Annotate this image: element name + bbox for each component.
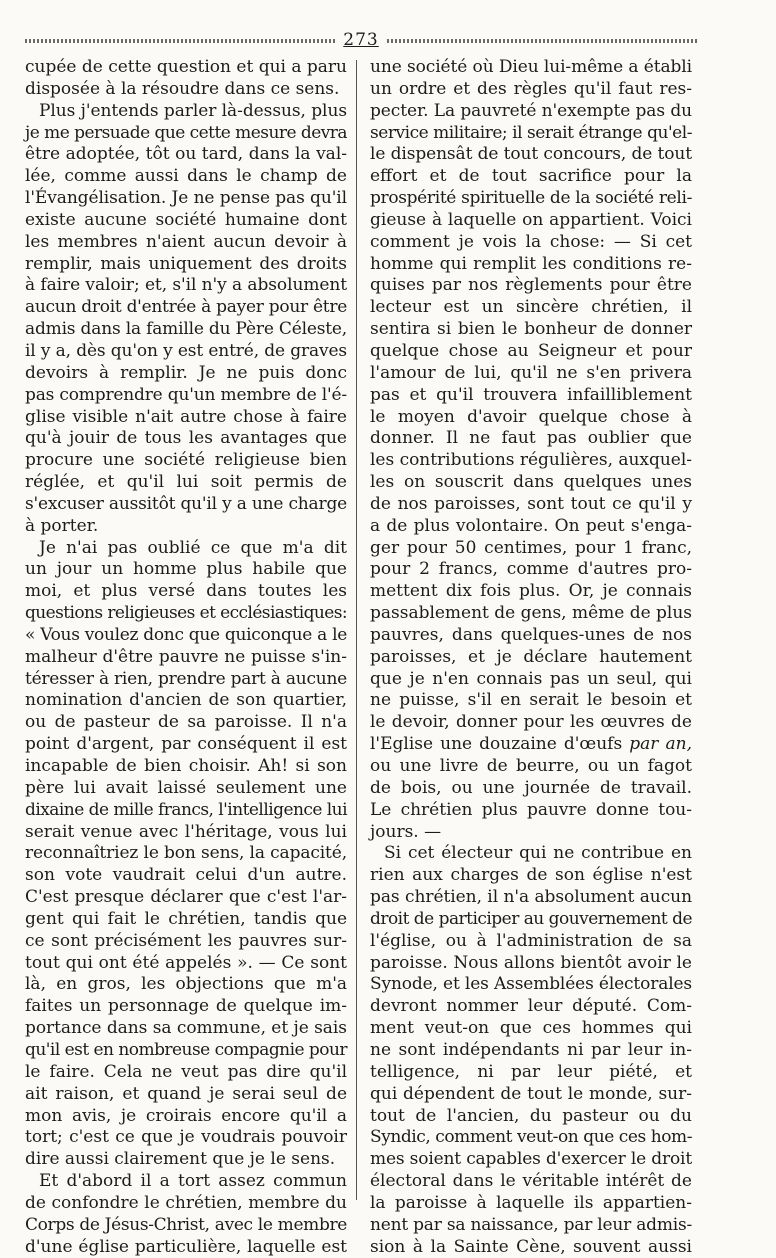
text-line-content: Le chrétien plus pauvre donne tou- [370, 799, 692, 820]
text-line-content: Je n'ai pas oublié ce que m'a dit [39, 537, 347, 558]
text-line [370, 996, 692, 1018]
text-line-content: les on souscrit dans quelques unes [370, 472, 692, 493]
text-line [370, 843, 692, 865]
text-line-content: une société où Dieu lui-même a établi [370, 57, 692, 77]
text-line [25, 669, 347, 691]
text-line [25, 1106, 347, 1128]
text-line [25, 647, 347, 669]
text-line-content: ait raison, et quand je serai seul de [25, 1083, 347, 1104]
text-line-content: sion à la Sainte Cène, souvent aussi [370, 1236, 692, 1257]
text-line [370, 1149, 692, 1171]
text-line-content: serait venue avec l'héritage, vous lui [25, 821, 347, 842]
text-line [25, 1193, 347, 1215]
text-line [25, 1127, 347, 1149]
text-line [25, 232, 347, 254]
text-line-content: l'Eglise une douzaine d'œufs [370, 734, 630, 755]
text-line [370, 79, 692, 101]
text-line-content: existe aucune société humaine dont [25, 209, 347, 230]
text-line [25, 953, 347, 975]
text-line [370, 516, 692, 538]
text-line-content: le moyen d'avoir quelque chose à [370, 406, 692, 427]
text-line-content: incapable de bien choisir. Ah! si son [25, 756, 347, 776]
text-line [25, 101, 347, 123]
text-line-content: réglée, et qu'il lui soit permis de [25, 472, 347, 493]
text-line [370, 1127, 692, 1149]
text-line [25, 79, 347, 101]
text-line-content: la paroisse à laquelle ils appartien- [370, 1192, 692, 1213]
italic-text: par an, [629, 734, 692, 755]
text-line-content: le faire. Cela ne veut pas dire qu'il [25, 1061, 347, 1082]
text-line-content: le dispensât de tout concours, de tout [370, 144, 692, 165]
text-line [370, 1040, 692, 1062]
text-line [25, 822, 347, 844]
text-line [25, 210, 347, 232]
text-line-content: droit de participer au gouvernement de [370, 908, 692, 929]
text-line [370, 887, 692, 909]
text-line-content: tout de l'ancien, du pasteur ou du [370, 1105, 692, 1126]
text-line [370, 1084, 692, 1106]
header-rule-right [387, 39, 697, 43]
text-line-content: pas et qu'il trouvera infailliblement [370, 384, 692, 405]
text-line [25, 1171, 347, 1193]
text-line-content: lée, comme aussi dans le champ de [25, 166, 347, 187]
text-line [370, 712, 692, 734]
text-line-content: ger pour 50 centimes, pour 1 franc, [370, 537, 692, 558]
text-line-content: service militaire; il serait étrange qu'el- [370, 122, 692, 143]
text-line-content: gieuse à laquelle on appartient. Voici [370, 209, 692, 230]
text-line-content: à faire valoir; et, s'il n'y a absolument [25, 275, 347, 296]
text-line [25, 909, 347, 931]
text-line-content: de confondre le chrétien, membre du [25, 1192, 347, 1213]
text-line-content: qui dépendent de tout le monde, sur- [370, 1083, 692, 1104]
text-line-content: ce sont précisément les pauvres sur- [25, 930, 347, 951]
text-line [370, 800, 692, 822]
text-line-content: devront nommer leur député. Com- [370, 996, 692, 1017]
text-line [25, 974, 347, 996]
text-line [370, 669, 692, 691]
text-line-content: paroisses, et je déclare hautement [370, 646, 692, 667]
text-line-content: prospérité spirituelle de la société reli- [370, 188, 692, 209]
text-line [25, 625, 347, 647]
text-line [370, 57, 692, 79]
text-line [25, 1149, 347, 1171]
text-line [370, 123, 692, 145]
text-line-content: admis dans la famille du Père Céleste, [25, 319, 347, 340]
text-line [370, 494, 692, 516]
text-line [370, 341, 692, 363]
text-line [25, 123, 347, 145]
text-line-content: mettent dix fois plus. Or, je connais [370, 581, 692, 602]
text-line-content: Syndic, comment veut-on que ces hom- [370, 1127, 692, 1148]
text-line [370, 690, 692, 712]
text-line [25, 1084, 347, 1106]
text-line [25, 756, 347, 778]
text-line [370, 275, 692, 297]
column-divider [356, 60, 357, 1200]
text-line-content: pas comprendre qu'un membre de l'é- [25, 384, 347, 405]
text-line [25, 734, 347, 756]
text-line-content: qu'à jouir de tous les avantages que [25, 428, 347, 449]
text-line-content: pauvres, dans quelques-unes de nos [370, 624, 692, 645]
text-line [370, 254, 692, 276]
left-column [25, 57, 347, 1258]
text-line [25, 1040, 347, 1062]
text-line-content: rien aux charges de son église n'est [370, 865, 692, 886]
text-line [25, 363, 347, 385]
text-line [25, 800, 347, 822]
text-line [25, 603, 347, 625]
text-line [25, 516, 347, 538]
text-line-content: disposée à la résoudre dans ce sens. [25, 78, 340, 99]
text-line [25, 494, 347, 516]
text-line [25, 1018, 347, 1040]
text-line [25, 1237, 347, 1258]
text-line [25, 865, 347, 887]
text-line [370, 603, 692, 625]
text-line-content: pas chrétien, il n'a absolument aucun [370, 887, 692, 908]
text-line-content: tout qui ont été appelés ». — Ce sont [25, 952, 347, 973]
text-line-content: dixaine de mille francs, l'intelligence lui [25, 799, 347, 820]
text-line-content: jours. — [370, 821, 442, 842]
text-line-content: ne puisse, s'il en serait le besoin et [370, 690, 692, 711]
text-line-content: « Vous voulez donc que quiconque a le [25, 624, 347, 645]
text-line-content: s'excuser aussitôt qu'il y a une charge [25, 493, 347, 514]
text-line-content: de nos paroisses, sont tout ce qu'il y [370, 493, 692, 514]
text-line [370, 756, 692, 778]
text-line [370, 166, 692, 188]
text-line [370, 625, 692, 647]
text-line-content: pecter. La pauvreté n'exempte pas du [370, 100, 692, 121]
text-line-content: nent par sa naissance, par leur admis- [370, 1214, 692, 1235]
text-line [25, 843, 347, 865]
text-line [370, 319, 692, 341]
text-line [370, 1237, 692, 1258]
text-line [370, 144, 692, 166]
text-line [370, 778, 692, 800]
text-line [370, 1106, 692, 1128]
text-line [25, 450, 347, 472]
text-line [370, 450, 692, 472]
page-number: 273 [343, 30, 379, 50]
text-line [25, 341, 347, 363]
text-line [25, 1215, 347, 1237]
text-line-content: glise visible n'ait autre chose à faire [25, 406, 347, 427]
text-line-content: cupée de cette question et qui a paru [25, 57, 347, 77]
text-line [25, 778, 347, 800]
text-line-content: à porter. [25, 515, 99, 536]
text-line-content: a de plus volontaire. On peut s'enga- [370, 515, 692, 536]
text-line [25, 712, 347, 734]
text-line [25, 1062, 347, 1084]
text-line-content: donner. Il ne faut pas oublier que [370, 428, 692, 449]
text-line-content: remplir, mais uniquement des droits [25, 253, 347, 274]
text-line [370, 1193, 692, 1215]
text-line-content: l'église, ou à l'administration de sa [370, 930, 692, 951]
text-line [370, 363, 692, 385]
text-line [25, 57, 347, 79]
text-line [370, 538, 692, 560]
text-line-content: aucun droit d'entrée à payer pour être [25, 297, 348, 318]
text-line-content: électoral dans le véritable intérêt de [370, 1171, 692, 1192]
text-line-content: un ordre et des règles qu'il faut res- [370, 78, 692, 99]
text-line-content: comment je vois la chose: — Si cet [370, 231, 692, 252]
text-line-content: homme qui remplit les conditions re- [370, 253, 692, 274]
text-line-content: père lui avait laissé seulement une [25, 777, 347, 798]
text-line [370, 931, 692, 953]
text-line-content: quelque chose au Seigneur et pour [370, 340, 692, 361]
text-line-content: de bois, ou une journée de travail. [370, 777, 692, 798]
text-line [370, 647, 692, 669]
text-line [25, 538, 347, 560]
text-line [25, 931, 347, 953]
text-line-content: le devoir, donner pour les œuvres de [370, 712, 692, 733]
text-line-content: devoirs à remplir. Je ne puis donc [25, 362, 347, 383]
text-line-content: Corps de Jésus-Christ, avec le membre [25, 1214, 347, 1235]
text-line [370, 974, 692, 996]
text-line-content: ne sont indépendants ni par leur in- [370, 1039, 692, 1060]
text-line-content: ment veut-on que ces hommes qui [370, 1018, 692, 1039]
text-line-content: lecteur est un sincère chrétien, il [370, 297, 692, 318]
text-line [25, 407, 347, 429]
text-line-content: l'Évangélisation. Je ne pense pas qu'il [25, 188, 347, 209]
text-line-content: pour 2 francs, comme d'autres pro- [370, 559, 692, 580]
text-line [370, 1171, 692, 1193]
text-line-content: là, en gros, les objections que m'a [25, 974, 347, 995]
text-line-content: les membres n'aient aucun devoir à [25, 231, 347, 252]
text-line-content: faites un personnage de quelque im- [25, 996, 347, 1017]
text-line [25, 996, 347, 1018]
text-line [25, 166, 347, 188]
text-line-content: procure une société religieuse bien [25, 450, 347, 471]
text-line-content: téresser à rien, prendre part à aucune [25, 668, 347, 689]
text-line [25, 144, 347, 166]
text-line-content: moi, et plus versé dans toutes les [25, 581, 347, 602]
text-line [25, 887, 347, 909]
text-line-content: reconnaîtriez le bon sens, la capacité, [25, 843, 347, 864]
text-line [370, 407, 692, 429]
text-line-content: qu'il est en nombreuse compagnie pour [25, 1039, 347, 1060]
text-line-content: portance dans sa commune, et je sais [25, 1018, 347, 1039]
text-line [370, 953, 692, 975]
text-line-content: telligence, ni par leur piété, et [370, 1061, 692, 1082]
text-line [25, 559, 347, 581]
text-line [370, 581, 692, 603]
text-line-content: malheur d'être pauvre ne puisse s'in- [25, 646, 347, 667]
right-column [370, 57, 692, 1258]
text-line [370, 1062, 692, 1084]
text-line-content: Synode, et les Assemblées électorales [370, 974, 692, 995]
text-line-content: ou une livre de beurre, ou un fagot [370, 756, 692, 776]
text-line-content: Si cet électeur qui ne contribue en [384, 843, 692, 864]
text-line-content: sentira si bien le bonheur de donner [370, 319, 692, 340]
text-line [370, 385, 692, 407]
text-line [370, 472, 692, 494]
text-line-content: point d'argent, par conséquent il est [25, 734, 347, 755]
text-line-content: mon avis, je croirais encore qu'il a [25, 1105, 347, 1126]
text-line-content: dire aussi clairement que je le sens. [25, 1149, 336, 1170]
text-line [25, 690, 347, 712]
text-line [370, 428, 692, 450]
text-line [370, 734, 692, 756]
text-line [370, 865, 692, 887]
text-line [370, 909, 692, 931]
text-line [25, 581, 347, 603]
text-line-content: tort; c'est ce que je voudrais pouvoir [25, 1127, 347, 1148]
text-line-content: l'amour de lui, qu'il ne s'en privera [370, 362, 692, 383]
text-line-content: gent qui fait le chrétien, tandis que [25, 908, 347, 929]
text-line [25, 319, 347, 341]
text-line [370, 559, 692, 581]
text-line-content: d'une église particulière, laquelle est [25, 1236, 347, 1257]
text-line [25, 275, 347, 297]
text-line [25, 428, 347, 450]
text-line-content: questions religieuses et ecclésiastiques: [25, 603, 347, 624]
text-line-content: mes soient capables d'exercer le droit [370, 1149, 693, 1170]
text-line-content: un jour un homme plus habile que [25, 559, 347, 580]
text-line [370, 1018, 692, 1040]
text-line-content: effort et de tout sacrifice pour la [370, 166, 692, 187]
text-line-content: être adoptée, tôt ou tard, dans la val- [25, 144, 347, 165]
text-line-content: quises par nos règlements pour être [370, 275, 692, 296]
text-line-content: que je n'en connais pas un seul, qui [370, 668, 692, 689]
text-line [370, 188, 692, 210]
text-line [25, 188, 347, 210]
text-line-content: ou de pasteur de sa paroisse. Il n'a [25, 712, 347, 733]
text-line [370, 1215, 692, 1237]
text-line [370, 822, 692, 844]
text-line-content: Et d'abord il a tort assez commun [39, 1171, 347, 1192]
text-line-content: son vote vaudrait celui d'un autre. [25, 865, 347, 886]
text-line-content: nomination d'ancien de son quartier, [25, 690, 347, 711]
text-line-content: Plus j'entends parler là-dessus, plus [39, 100, 347, 121]
text-line-content: paroisse. Nous allons bientôt avoir le [370, 952, 692, 973]
text-line [370, 101, 692, 123]
text-line-content: il y a, dès qu'on y est entré, de graves [25, 340, 347, 361]
text-line [25, 254, 347, 276]
text-line [370, 232, 692, 254]
text-line [25, 385, 347, 407]
text-line [25, 297, 347, 319]
text-line-content: passablement de gens, même de plus [370, 603, 692, 624]
text-line [370, 210, 692, 232]
text-line-content: les contributions régulières, auxquel- [370, 450, 692, 471]
text-line-content: C'est presque déclarer que c'est l'ar- [25, 887, 347, 908]
text-line-content: je me persuade que cette mesure devra [25, 122, 347, 143]
text-line [25, 472, 347, 494]
text-line [370, 297, 692, 319]
page-header [25, 30, 697, 52]
